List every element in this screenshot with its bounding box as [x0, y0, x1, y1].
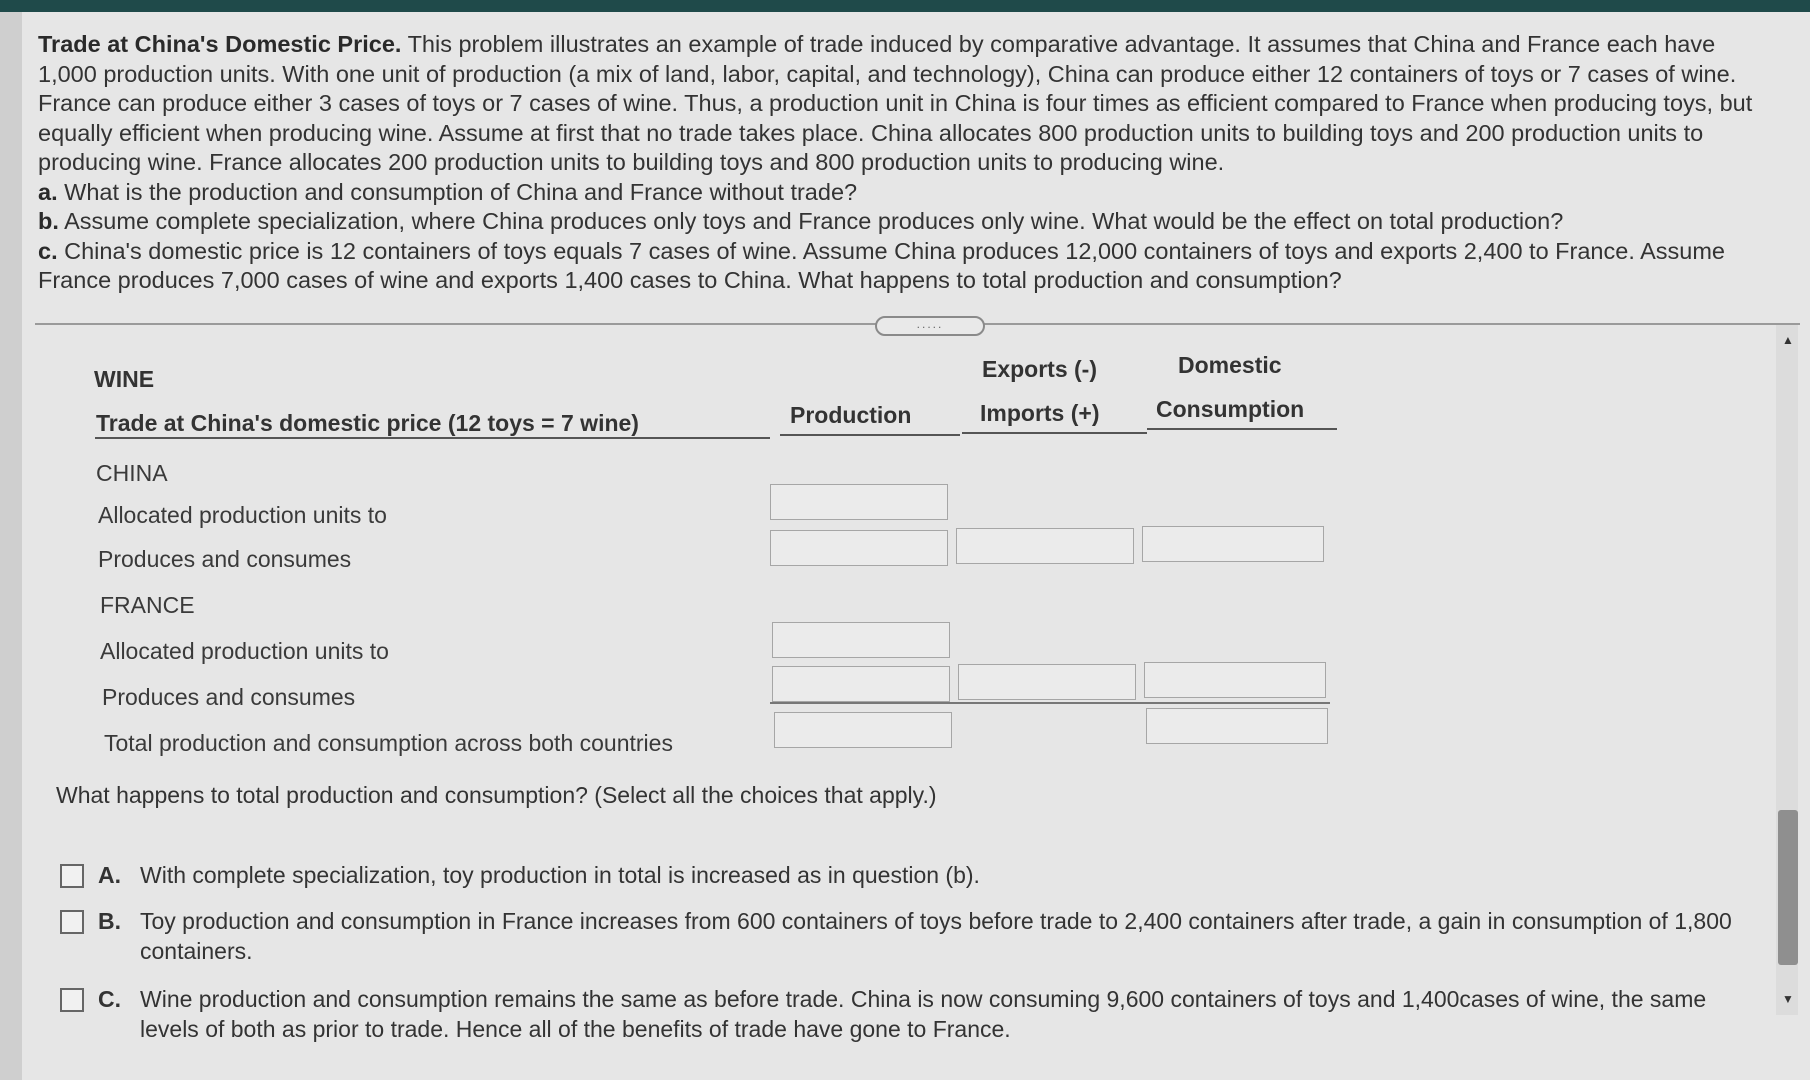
header-underline-production — [780, 434, 960, 436]
col-exports-header-1: Exports (-) — [982, 356, 1097, 382]
table-subtitle: Trade at China's domestic price (12 toys = 7 wine) — [96, 410, 639, 436]
header-underline-exports — [962, 432, 1147, 434]
total-separator-line — [770, 702, 1330, 704]
window-top-bar — [0, 0, 1810, 12]
wine-table — [90, 340, 1340, 780]
total-consumption-input[interactable] — [1146, 708, 1328, 744]
row-china-produces: Produces and consumes — [98, 546, 352, 572]
part-c-text: China's domestic price is 12 containers of toys equals 7 cases of wine. Assume China produces 12,000 containers of toys and exports 2,400 to France. Assume France produces 7,000 cases of wine and exports 1,400 cases to China. What happens to total production and consumption? — [38, 237, 1725, 293]
choice-a-letter: A. — [98, 862, 121, 888]
part-a — [38, 178, 1778, 208]
choice-a[interactable] — [60, 860, 1740, 894]
part-a-label: a. — [38, 178, 58, 205]
scroll-down-icon[interactable]: ▼ — [1782, 992, 1794, 1006]
choice-b-letter: B. — [98, 908, 121, 934]
choice-c[interactable] — [60, 984, 1740, 1048]
col-domestic-header-2: Consumption — [1156, 396, 1305, 422]
choice-c-letter: C. — [98, 986, 121, 1012]
col-exports-header-2: Imports (+) — [980, 400, 1100, 426]
problem-intro-text: This problem illustrates an example of trade induced by comparative advantage. It assumes that China and France each have 1,000 production units. With one unit of production (a mix of land, labor, capital, and technology), China can produce either 12 containers of toys or 7 cases of wine. France can produce either 3 cases of toys or 7 cases of wine. Thus, a production unit in China is four times as efficient compared to France when producing toys, but equally efficient when producing wine. Assume at first that no trade takes place. China allocates 800 production units to building toys and 200 production units to producing wine. France allocates 200 production units to building toys and 800 production units to producing wine. — [38, 31, 1753, 175]
scroll-up-icon[interactable]: ▲ — [1782, 333, 1794, 347]
problem-title: Trade at China's Domestic Price. — [38, 31, 402, 57]
scrollbar-thumb[interactable] — [1778, 810, 1798, 965]
choice-b[interactable] — [60, 906, 1740, 970]
part-b — [38, 207, 1778, 237]
col-production-header: Production — [790, 402, 912, 428]
row-france-produces: Produces and consumes — [102, 684, 356, 710]
left-edge — [0, 12, 22, 1080]
china-allocated-production-input[interactable] — [770, 484, 948, 520]
france-allocated-production-input[interactable] — [772, 622, 950, 658]
part-b-text: Assume complete specialization, where China produces only toys and France produces only wine. What would be the effect on total production? — [64, 208, 1564, 234]
part-c — [38, 237, 1778, 296]
checkbox-a[interactable] — [60, 864, 84, 888]
part-b-label: b. — [38, 208, 59, 234]
checkbox-b[interactable] — [60, 910, 84, 934]
header-underline-label — [95, 437, 770, 439]
china-consumption-input[interactable] — [1142, 526, 1324, 562]
part-a-text: What is the production and consumption of China and France without trade? — [64, 178, 858, 205]
row-total: Total production and consumption across both countries — [104, 730, 673, 756]
total-production-input[interactable] — [774, 712, 952, 748]
part-c-label: c. — [38, 237, 58, 264]
china-exports-imports-input[interactable] — [956, 528, 1134, 564]
france-produces-production-input[interactable] — [772, 666, 950, 702]
header-underline-consumption — [1147, 428, 1337, 430]
row-france: FRANCE — [100, 592, 195, 618]
china-produces-production-input[interactable] — [770, 530, 948, 566]
problem-statement — [38, 30, 1778, 296]
row-china: CHINA — [96, 460, 168, 486]
france-exports-imports-input[interactable] — [958, 664, 1136, 700]
col-domestic-header-1: Domestic — [1178, 352, 1282, 378]
choice-c-text: Wine production and consumption remains the same as before trade. China is now consuming 9,600 containers of toys and 1,400cases of wine, the same levels of both as prior to trade. Hence all of the benefits of trade have gone to France. — [140, 986, 1707, 1042]
row-france-allocated: Allocated production units to — [100, 638, 389, 664]
question-prompt: What happens to total production and consumption? (Select all the choices that apply.) — [56, 782, 937, 808]
france-consumption-input[interactable] — [1144, 662, 1326, 698]
choice-b-text: Toy production and consumption in France increases from 600 containers of toys before trade to 2,400 containers after trade, a gain in consumption of 1,800 containers. — [140, 908, 1732, 964]
table-section-title: WINE — [94, 366, 155, 392]
row-china-allocated: Allocated production units to — [98, 502, 387, 528]
checkbox-c[interactable] — [60, 988, 84, 1012]
choice-a-text: With complete specialization, toy production in total is increased as in question (b). — [140, 862, 980, 888]
divider-resize-handle[interactable]: ..... — [875, 316, 985, 336]
problem-intro — [38, 30, 1778, 178]
